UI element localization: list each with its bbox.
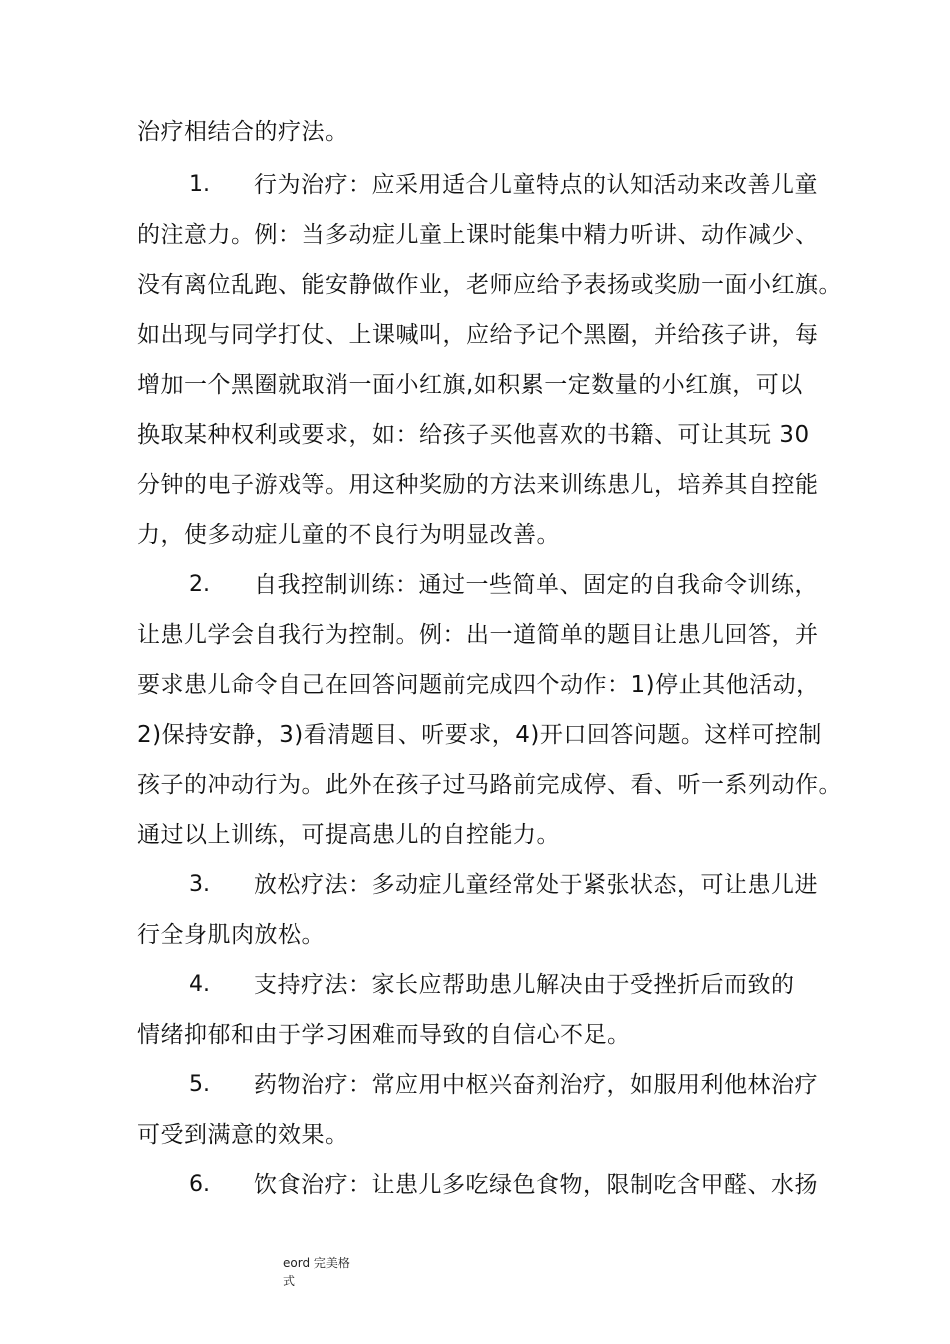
text-line: 自我控制训练：通过一些简单、固定的自我命令训练， — [254, 572, 818, 598]
text-line: 支持疗法：家长应帮助患儿解决由于受挫折后而致的 — [254, 972, 795, 998]
footer-line: 式 — [283, 1274, 296, 1288]
text-line: 治疗相结合的疗法。 — [137, 119, 349, 145]
text-line: 分钟的电子游戏等。用这种奖励的方法来训练患儿，培养其自控能 — [137, 472, 819, 498]
page-footer — [283, 1254, 350, 1290]
text-line: 的注意力。例：当多动症儿童上课时能集中精力听讲、动作减少、 — [137, 222, 819, 248]
text-line: 放松疗法：多动症儿童经常处于紧张状态，可让患儿进 — [254, 872, 818, 898]
list-number: 6. — [189, 1172, 210, 1197]
list-number: 5. — [189, 1072, 210, 1097]
text-line: 如出现与同学打仗、上课喊叫，应给予记个黑圈，并给孩子讲，每 — [137, 322, 819, 348]
text-line: 换取某种权利或要求，如：给孩子买他喜欢的书籍、可让其玩 30 — [137, 422, 810, 448]
text-line: 通过以上训练，可提高患儿的自控能力。 — [137, 822, 560, 848]
list-number: 1. — [189, 172, 210, 197]
text-line: 药物治疗：常应用中枢兴奋剂治疗，如服用利他林治疗 — [254, 1072, 818, 1098]
text-line: 孩子的冲动行为。此外在孩子过马路前完成停、看、听一系列动作。 — [137, 772, 842, 798]
text-line: 增加一个黑圈就取消一面小红旗,如积累一定数量的小红旗，可以 — [137, 372, 803, 398]
text-line: 没有离位乱跑、能安静做作业，老师应给予表扬或奖励一面小红旗。 — [137, 272, 842, 298]
text-line: 2)保持安静，3)看清题目、听要求，4)开口回答问题。这样可控制 — [137, 722, 822, 748]
text-line: 力，使多动症儿童的不良行为明显改善。 — [137, 522, 560, 548]
text-line: 行全身肌肉放松。 — [137, 922, 325, 948]
text-line: 让患儿学会自我行为控制。例：出一道简单的题目让患儿回答，并 — [137, 622, 819, 648]
text-line: 饮食治疗：让患儿多吃绿色食物，限制吃含甲醛、水扬 — [254, 1172, 818, 1198]
list-number: 3. — [189, 872, 210, 897]
list-number: 2. — [189, 572, 210, 597]
text-line: 要求患儿命令自己在回答问题前完成四个动作：1)停止其他活动， — [137, 672, 820, 698]
text-line: 行为治疗：应采用适合儿童特点的认知活动来改善儿童 — [254, 172, 818, 198]
list-number: 4. — [189, 972, 210, 997]
text-line: 情绪抑郁和由于学习困难而导致的自信心不足。 — [137, 1022, 631, 1048]
footer-line: eord 完美格 — [283, 1256, 350, 1270]
text-line: 可受到满意的效果。 — [137, 1122, 349, 1148]
